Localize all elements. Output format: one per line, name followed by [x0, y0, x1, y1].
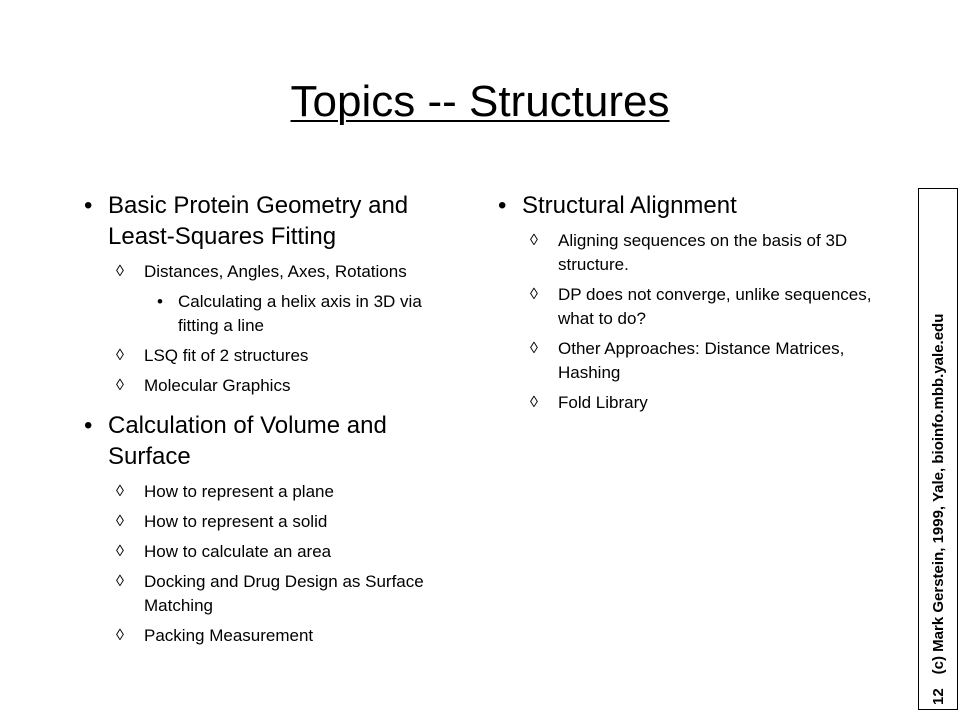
subbullet-distances: ◊ Distances, Angles, Axes, Rotations: [84, 260, 454, 284]
bullet-dot-icon: •: [84, 192, 93, 219]
diamond-bullet-icon: ◊: [530, 286, 538, 303]
subbullet-packing: ◊ Packing Measurement: [84, 624, 454, 648]
bullet-volume-surface: • Calculation of Volume and Surface: [84, 412, 387, 470]
slide-title: Topics -- Structures: [290, 77, 670, 126]
subbullet-dp-converge: ◊ DP does not converge, unlike sequences, what to do?: [530, 285, 872, 328]
diamond-bullet-icon: ◊: [116, 377, 124, 394]
diamond-bullet-icon: ◊: [116, 483, 124, 500]
diamond-bullet-icon: ◊: [116, 543, 124, 560]
subbullet-docking: ◊ Docking and Drug Design as Surface Matching: [116, 572, 424, 615]
subbullet-aligning-sequences: ◊ Aligning sequences on the basis of 3D structure.: [530, 231, 848, 274]
bullet-dot-icon: •: [157, 292, 163, 311]
bullet-dot-icon: •: [498, 192, 507, 219]
right-column: [498, 190, 888, 421]
subsubbullet-helix-axis: • Calculating a helix axis in 3D via fitting a line: [157, 292, 422, 335]
diamond-bullet-icon: ◊: [530, 232, 538, 249]
diamond-bullet-icon: ◊: [116, 573, 124, 590]
subbullet-area: ◊ How to calculate an area: [84, 540, 454, 564]
subbullet-other-approaches: ◊ Other Approaches: Distance Matrices, Hashing: [530, 339, 845, 382]
page-number: 12: [929, 688, 947, 705]
bullet-dot-icon: •: [84, 412, 93, 439]
subbullet-molecular-graphics: ◊ Molecular Graphics: [84, 374, 454, 398]
diamond-bullet-icon: ◊: [530, 394, 538, 411]
diamond-bullet-icon: ◊: [116, 627, 124, 644]
diamond-bullet-icon: ◊: [530, 340, 538, 357]
left-column: [84, 190, 454, 654]
bullet-basic-geometry: • Basic Protein Geometry and Least-Squares Fitting: [84, 192, 409, 250]
subbullet-lsq-fit: ◊ LSQ fit of 2 structures: [84, 344, 454, 368]
credit-sidebar: [918, 188, 958, 710]
diamond-bullet-icon: ◊: [116, 513, 124, 530]
copyright-credit: (c) Mark Gerstein, 1999, Yale, bioinfo.mbb.yale.edu: [929, 313, 947, 675]
subbullet-solid: ◊ How to represent a solid: [84, 510, 454, 534]
diamond-bullet-icon: ◊: [116, 347, 124, 364]
diamond-bullet-icon: ◊: [116, 263, 124, 280]
bullet-structural-alignment: • Structural Alignment: [498, 192, 737, 219]
subbullet-fold-library: ◊ Fold Library: [498, 391, 888, 415]
subbullet-plane: ◊ How to represent a plane: [84, 480, 454, 504]
